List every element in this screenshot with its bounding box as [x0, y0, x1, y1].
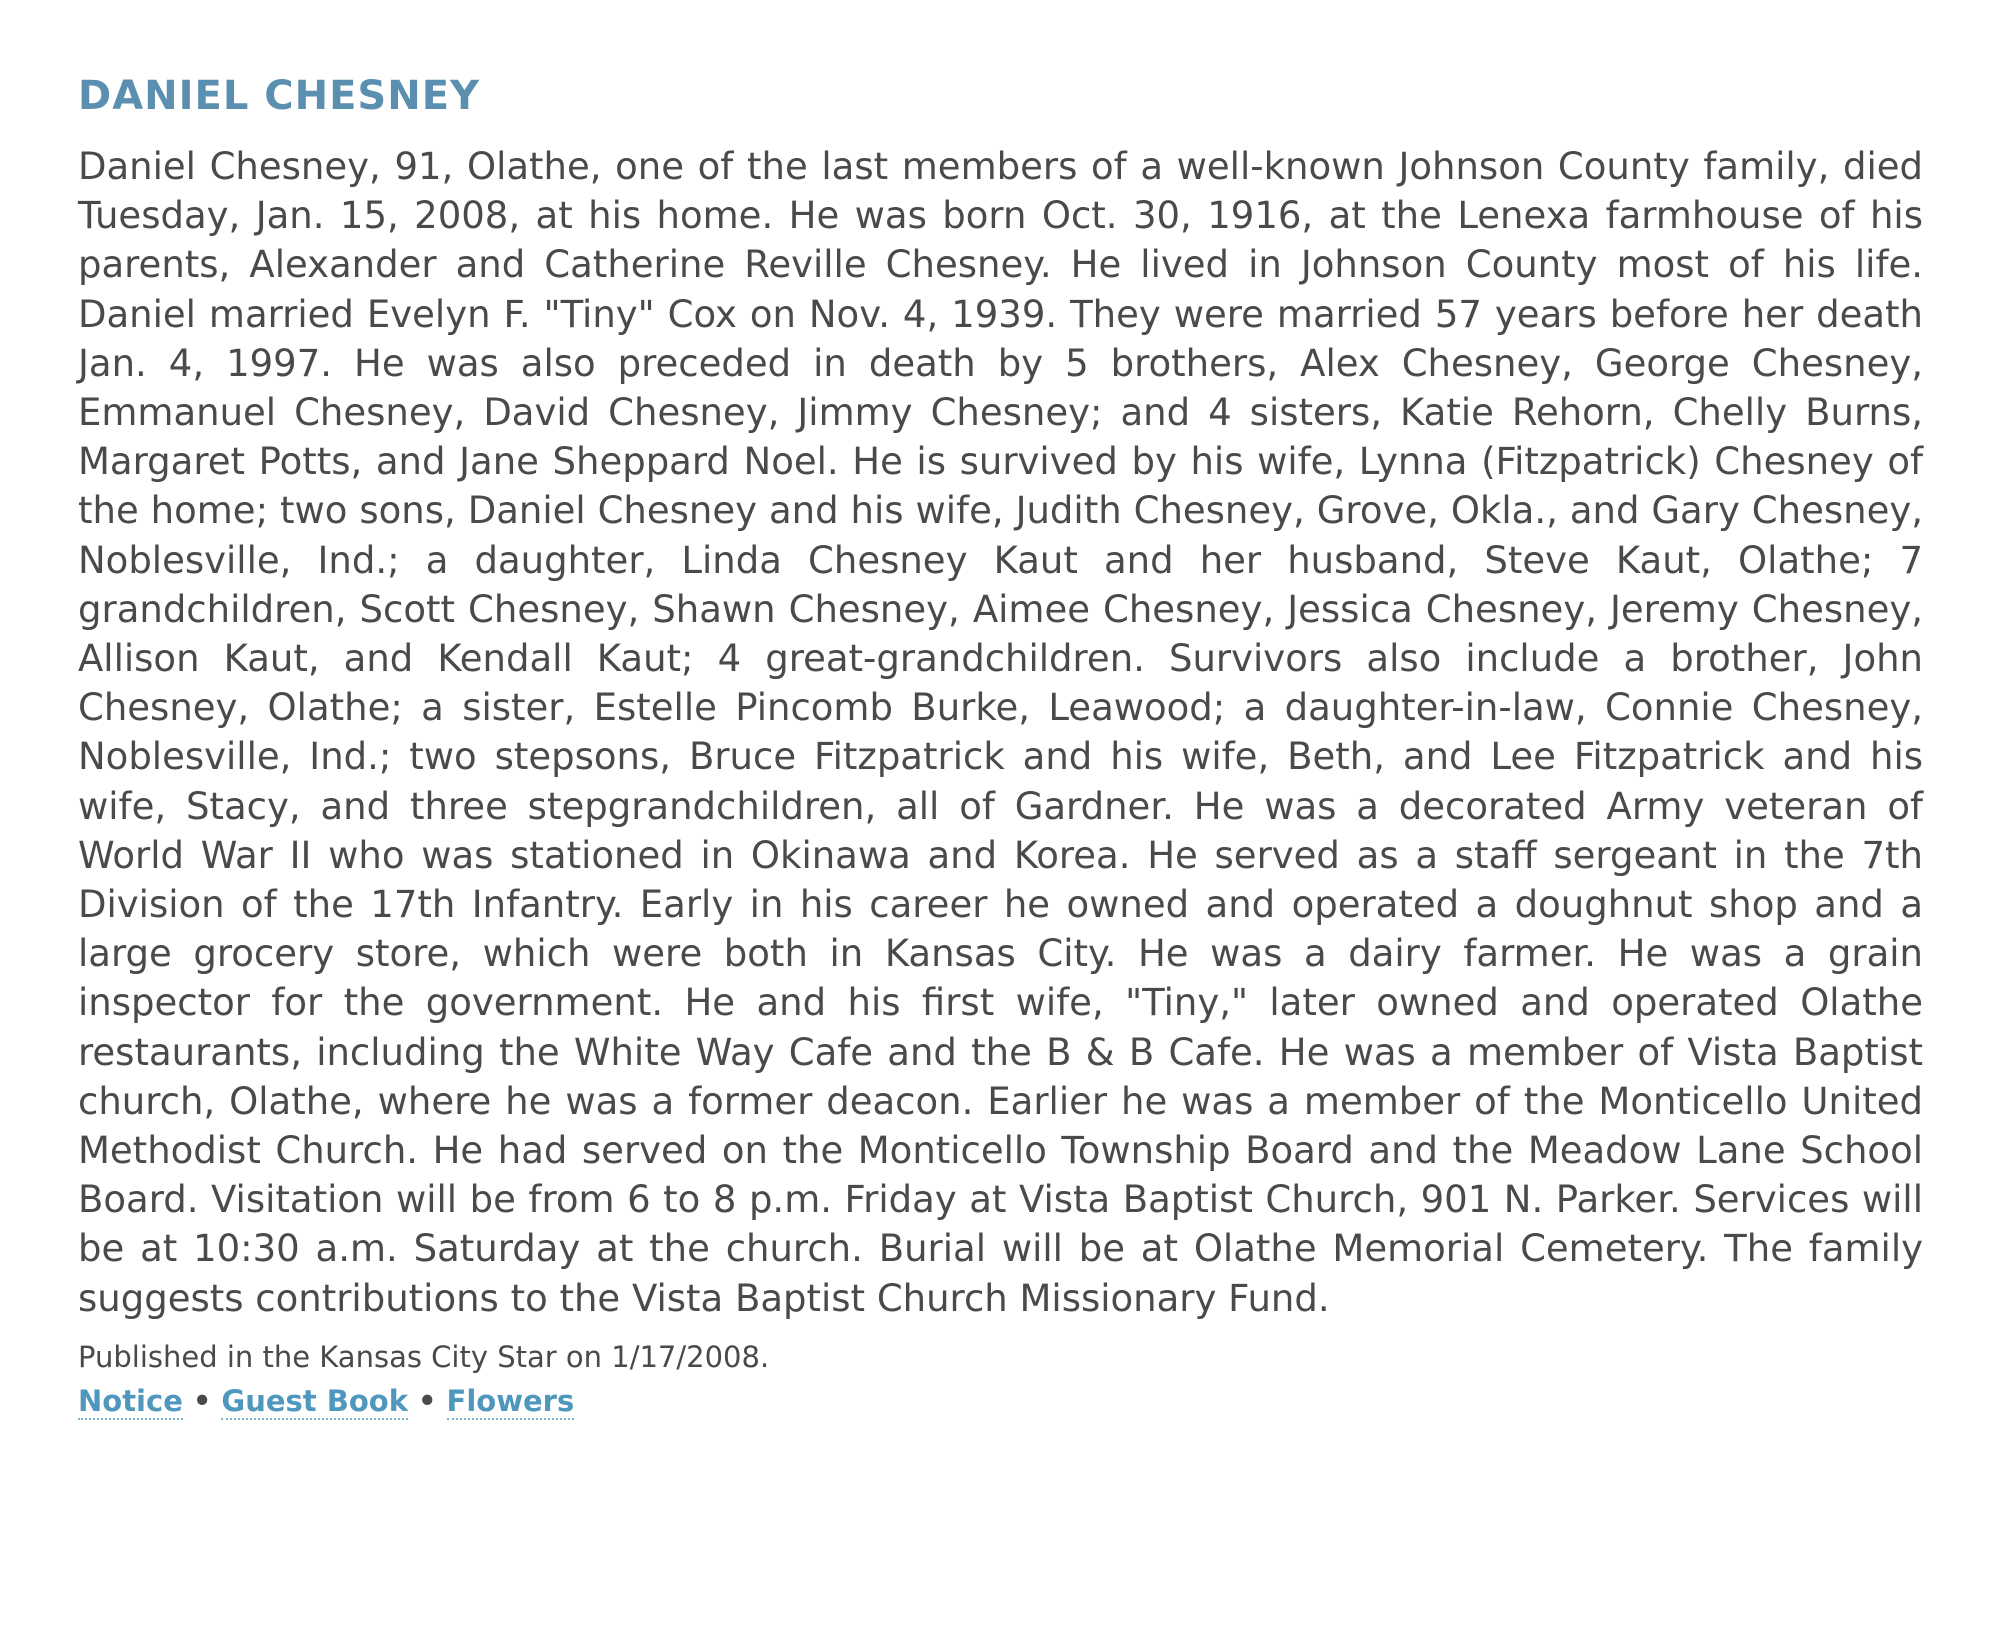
obituary-body: Daniel Chesney, 91, Olathe, one of the last members of a well-known Johnson County family, died Tuesday, Jan. 15, 2008, at his home. He was born Oct. 30, 1916, at the Lenexa farmhouse of his parents, Alexander and Catherine Reville Chesney. He lived in Johnson County most of his life. Daniel married Evelyn F. "Tiny" Cox on Nov. 4, 1939. They were married 57 years before her death Jan. 4, 1997. He was also preceded in death by 5 brothers, Alex Chesney, George Chesney, Emmanuel Chesney, David Chesney, Jimmy Chesney; and 4 sisters, Katie Rehorn, Chelly Burns, Margaret Potts, and Jane Sheppard Noel. He is survived by his wife, Lynna (Fitzpatrick) Chesney of the home; two sons, Daniel Chesney and his wife, Judith Chesney, Grove, Okla., and Gary Chesney, Noblesville, Ind.; a daughter, Linda Chesney Kaut and her husband, Steve Kaut, Olathe; 7 grandchildren, Scott Chesney, Shawn Chesney, Aimee Chesney, Jessica Chesney, Jeremy Chesney, Allison Kaut, and Kendall Kaut; 4 great-grandchildren. Survivors also include a brother, John Chesney, Olathe; a sister, Estelle Pincomb Burke, Leawood; a daughter-in-law, Connie Chesney, Noblesville, Ind.; two stepsons, Bruce Fitzpatrick and his wife, Beth, and Lee Fitzpatrick and his wife, Stacy, and three stepgrandchildren, all of Gardner. He was a decorated Army veteran of World War II who was stationed in Okinawa and Korea. He served as a staff sergeant in the 7th Division of the 17th Infantry. Early in his career he owned and operated a doughnut shop and a large grocery store, which were both in Kansas City. He was a dairy farmer. He was a grain inspector for the government. He and his first wife, "Tiny," later owned and operated Olathe restaurants, including the White Way Cafe and the B & B Cafe. He was a member of Vista Baptist church, Olathe, where he was a former deacon. Earlier he was a member of the Monticello United Methodist Church. He had served on the Monticello Township Board and the Meadow Lane School Board. Visitation will be from 6 to 8 p.m. Friday at Vista Baptist Church, 901 N. Parker. Services will be at 10:30 a.m. Saturday at the church. Burial will be at Olathe Memorial Cemetery. The family suggests contributions to the Vista Baptist Church Missionary Fund.	[78, 145, 1923, 1320]
guest-book-link[interactable]: Guest Book	[221, 1384, 408, 1419]
published-line: Published in the Kansas City Star on 1/17/2008.	[78, 1339, 770, 1374]
obituary-links	[78, 1381, 1923, 1422]
notice-link[interactable]: Notice	[78, 1384, 183, 1419]
obituary-title: DANIEL CHESNEY	[78, 73, 480, 119]
flowers-link[interactable]: Flowers	[446, 1384, 575, 1419]
link-separator: •	[417, 1384, 437, 1419]
link-separator: •	[192, 1384, 212, 1419]
obituary-page	[78, 72, 1923, 1422]
